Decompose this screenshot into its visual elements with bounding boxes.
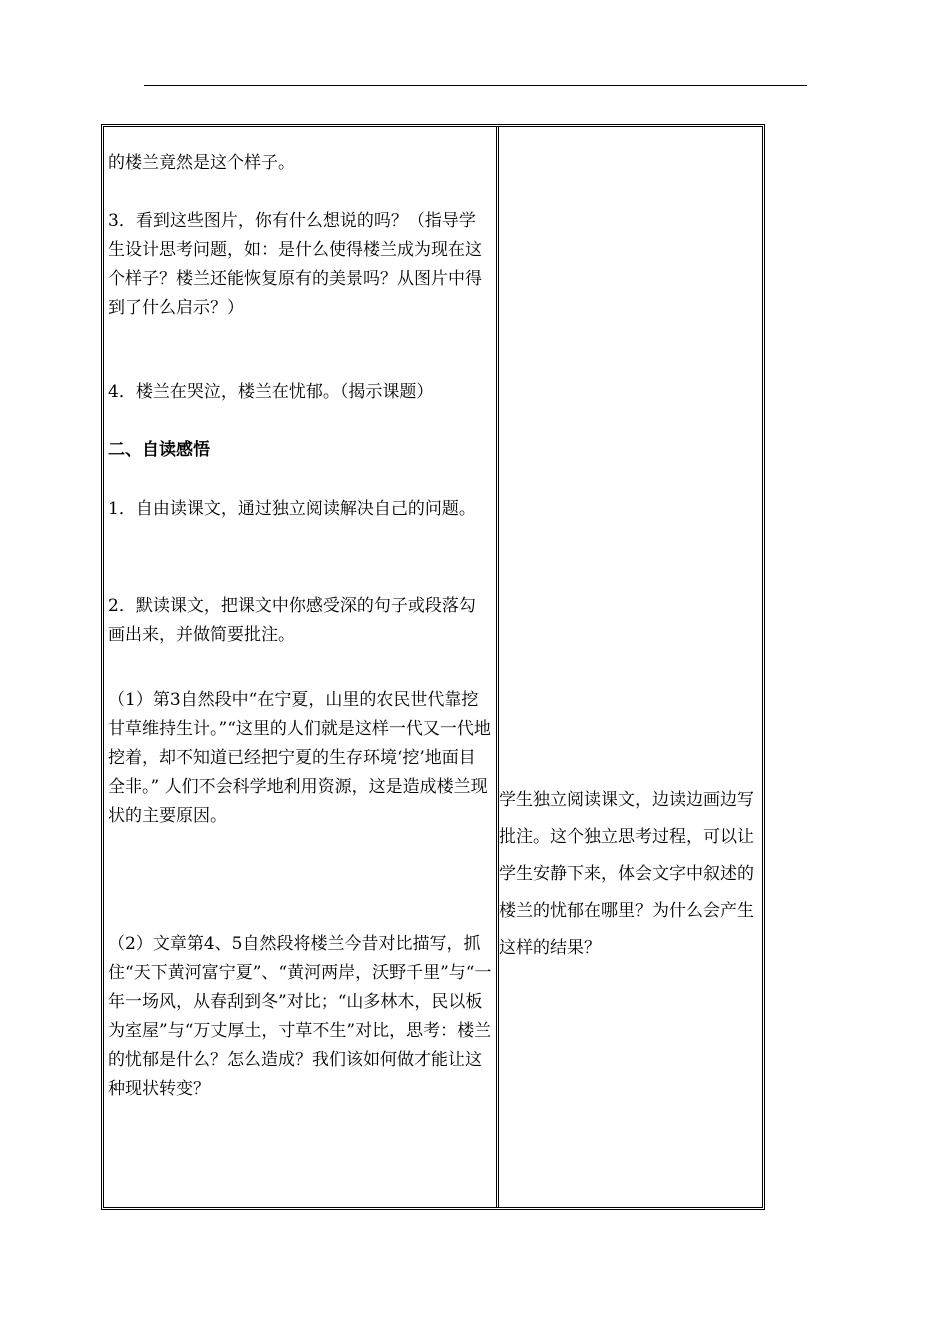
- paragraph-1: 的楼兰竟然是这个样子。: [108, 153, 295, 173]
- paragraph-7: （2）文章第4、5自然段将楼兰今昔对比描写，抓住“天下黄河富宁夏”、“黄河两岸，沃野千里”与“一年一场风，从春刮到冬”对比；“山多林木，民以板为室屋”与“万丈厚土，寸草不生”对比，思考：楼兰的忧郁是什么？怎么造成？我们该如何做才能让这种现状转变？: [108, 934, 492, 1099]
- paragraph-2: 3．看到这些图片，你有什么想说的吗？（指导学生设计思考问题，如：是什么使得楼兰成为现在这个样子？楼兰还能恢复原有的美景吗？从图片中得到了什么启示？）: [108, 211, 482, 318]
- paragraph-3: 4．楼兰在哭泣，楼兰在忧郁。（揭示课题）: [108, 382, 434, 402]
- lesson-table: [101, 124, 765, 1210]
- paragraph-5: 2．默读课文，把课文中你感受深的句子或段落勾画出来，并做简要批注。: [108, 596, 476, 645]
- section-heading: 二、自读感悟: [108, 440, 210, 460]
- column-divider: [496, 127, 499, 1207]
- student-activity-cell: 学生独立阅读课文，边读边画边写批注。这个独立思考过程，可以让学生安静下来，体会文字中叙述的楼兰的忧郁在哪里？为什么会产生这样的结果？: [499, 790, 754, 958]
- paragraph-4: 1．自由读课文，通过独立阅读解决自己的问题。: [108, 499, 476, 519]
- paragraph-6: （1）第3自然段中“在宁夏，山里的农民世代靠挖甘草维持生计。”“这里的人们就是这样一代又一代地挖着，却不知道已经把宁夏的生存环境‘挖’地面目全非。” 人们不会科学地利用资源，这是造成楼兰现状的主要原因。: [108, 690, 491, 826]
- header-rule: [144, 85, 807, 86]
